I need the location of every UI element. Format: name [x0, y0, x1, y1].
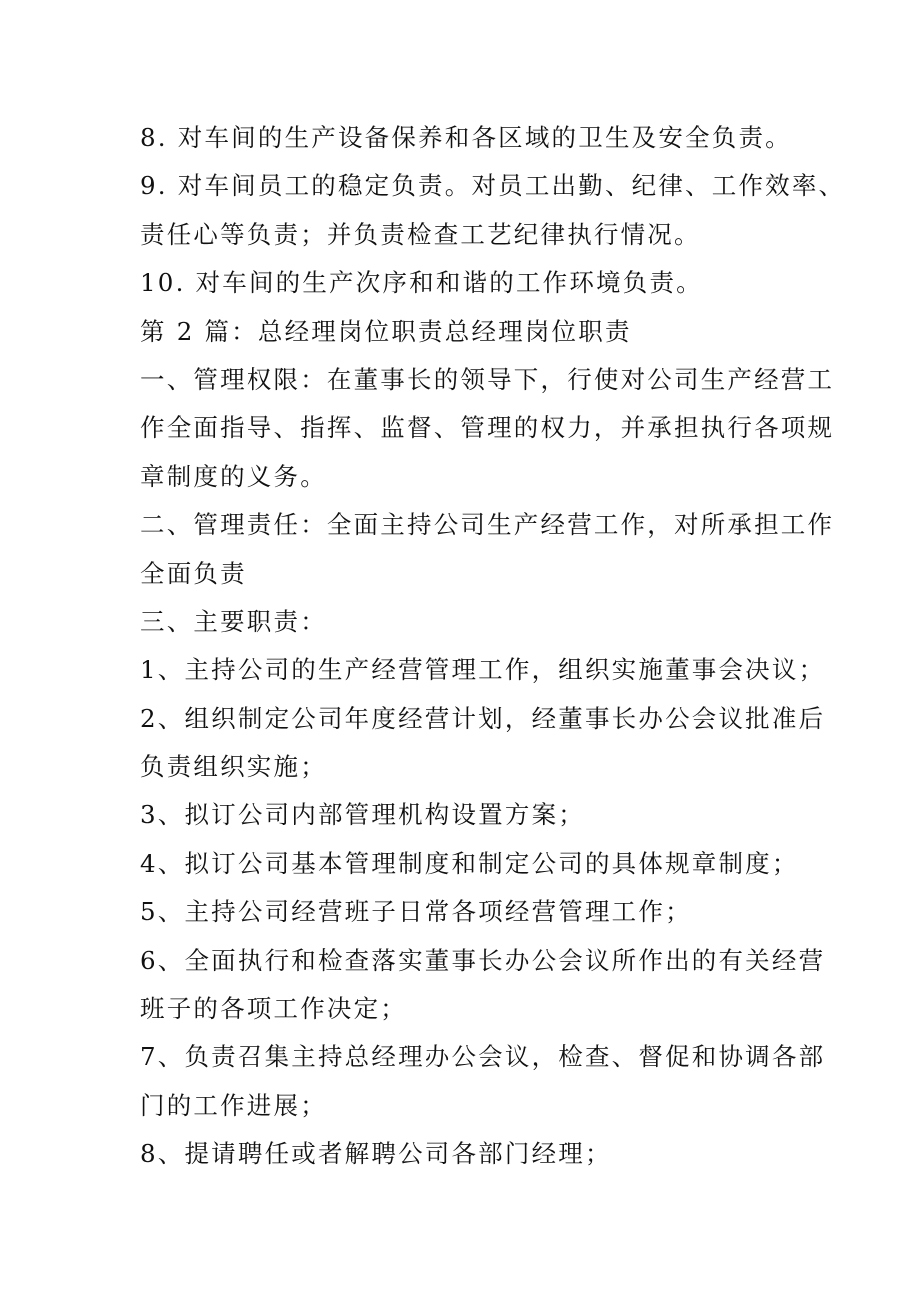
list-item: 3、拟订公司内部管理机构设置方案；: [140, 800, 585, 830]
list-item: 2、组织制定公司年度经营计划，经董事长办公会议批准后: [140, 703, 826, 733]
list-item: 8、提请聘任或者解聘公司各部门经理；: [140, 1139, 612, 1169]
text-line: 章制度的义务。: [140, 461, 327, 491]
text-line: 作全面指导、指挥、监督、管理的权力，并承担执行各项规: [140, 413, 835, 443]
text-line: 8. 对车间的生产设备保养和各区域的卫生及安全负责。: [140, 123, 792, 152]
text-line: 一、管理权限：在董事长的领导下，行使对公司生产经营工: [140, 364, 835, 394]
list-item: 6、全面执行和检查落实董事长办公会议所作出的有关经营: [140, 945, 826, 975]
text-line: 二、管理责任：全面主持公司生产经营工作，对所承担工作: [140, 510, 835, 540]
list-item: 7、负责召集主持总经理办公会议，检查、督促和协调各部: [140, 1042, 826, 1072]
text-line: 10. 对车间的生产次序和和谐的工作环境负责。: [140, 268, 703, 298]
text-line: 全面负责: [140, 558, 247, 588]
text-line: 责任心等负责；并负责检查工艺纪律执行情况。: [140, 219, 701, 249]
text-line: 9. 对车间员工的稳定负责。对员工出勤、纪律、工作效率、: [140, 171, 846, 201]
text-line: 三、主要职责：: [140, 606, 327, 636]
list-item-continuation: 门的工作进展；: [140, 1090, 327, 1120]
list-item-continuation: 班子的各项工作决定；: [140, 994, 407, 1024]
section-heading: 第 2 篇：总经理岗位职责总经理岗位职责: [140, 316, 632, 346]
list-item-continuation: 负责组织实施；: [140, 752, 327, 782]
list-item: 5、主持公司经营班子日常各项经营管理工作；: [140, 897, 692, 927]
document-body: [140, 114, 846, 1179]
list-item: 1、主持公司的生产经营管理工作，组织实施董事会决议；: [140, 655, 826, 685]
list-item: 4、拟订公司基本管理制度和制定公司的具体规章制度；: [140, 848, 799, 878]
